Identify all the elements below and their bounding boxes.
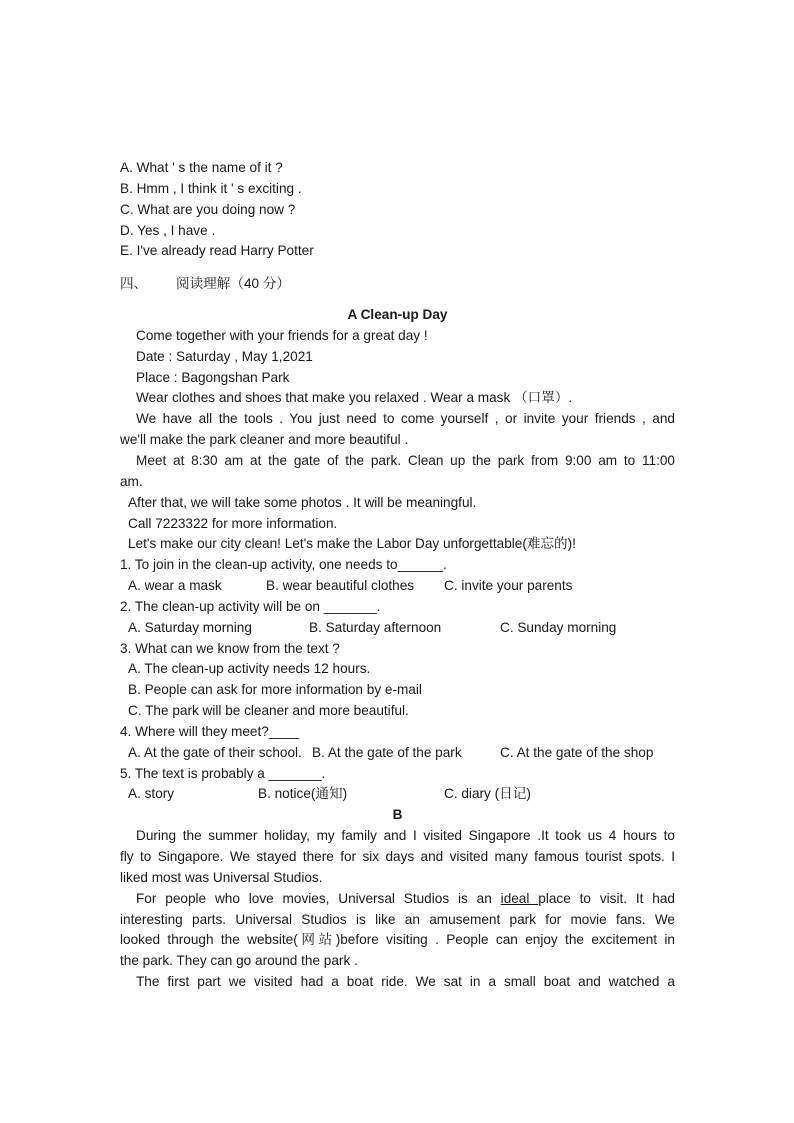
option-a: A. The clean-up activity needs 12 hours. — [128, 661, 371, 677]
section-heading — [120, 274, 675, 295]
passage-line: Come together with your friends for a great day ! — [136, 327, 428, 343]
dialogue-option: A. What ' s the name of it ? — [120, 160, 283, 175]
section-title: 阅读理解（40 分） — [176, 276, 291, 292]
passage-line: fly to Singapore. We stayed there for six days and visited many famous tourist spots. I — [120, 849, 675, 864]
passage-line: the park. They can go around the park . — [120, 953, 358, 969]
passage-a — [120, 305, 675, 555]
dialogue-option: D. Yes , I have . — [120, 222, 216, 238]
passage-line: am. — [120, 473, 143, 489]
passage-line: Let's make our city clean! Let's make the Labor Day unforgettable(难忘的)! — [128, 536, 576, 552]
option-b: B. Saturday afternoon — [309, 619, 442, 635]
passage-line: Place : Bagongshan Park — [136, 369, 290, 385]
option-a: A. story — [128, 786, 175, 802]
question-stem: 1. To join in the clean-up activity, one needs to______. — [120, 557, 447, 573]
option-a: A. At the gate of their school. — [128, 744, 302, 760]
dialogue-option: C. What are you doing now ? — [120, 201, 296, 217]
passage-text: place to visit. It had — [538, 890, 675, 906]
option-a: A. wear a mask — [128, 578, 222, 594]
option-b: B. wear beautiful clothes — [266, 578, 415, 594]
question-options — [120, 743, 675, 764]
option-b: B. notice(通知) — [258, 786, 348, 802]
passage-a-title: A Clean-up Day — [347, 307, 448, 323]
option-b: B. People can ask for more information by e-mail — [128, 682, 422, 698]
passage-line: Meet at 8:30 am at the gate of the park. Clean up the park from 9:00 am to 11:00 — [136, 452, 675, 468]
passage-line: The first part we visited had a boat ride. We sat in a small boat and watched a — [136, 974, 675, 990]
passage-line: Date : Saturday , May 1,2021 — [136, 348, 313, 364]
question-stem: 2. The clean-up activity will be on _______. — [120, 598, 381, 614]
passage-line: looked through the website(网站)before visiting . People can enjoy the excitement in — [120, 932, 675, 948]
option-c: C. invite your parents — [444, 578, 573, 594]
passage-line: During the summer holiday, my family and I visited Singapore .It took us 4 hours to — [136, 828, 675, 844]
question-options — [120, 784, 675, 805]
option-a: A. Saturday morning — [128, 619, 252, 635]
option-b: B. At the gate of the park — [312, 744, 462, 760]
passage-line: we'll make the park cleaner and more beautiful . — [120, 432, 409, 448]
dialogue-option: B. Hmm , I think it ' s exciting . — [120, 180, 302, 196]
passage-text: For people who love movies, Universal Studios is an — [136, 890, 501, 906]
dialogue-options — [120, 158, 675, 262]
question-stem: 3. What can we know from the text ? — [120, 640, 340, 656]
question-options — [120, 576, 675, 597]
passage-b-label: B — [392, 807, 403, 823]
passage-line: We have all the tools . You just need to come yourself , or invite your friends , and — [136, 411, 675, 427]
question-stem: 5. The text is probably a _______. — [120, 765, 326, 781]
passage-line: Call 7223322 for more information. — [128, 515, 338, 531]
option-c: C. The park will be cleaner and more beautiful. — [128, 703, 409, 719]
passage-line: Wear clothes and shoes that make you relaxed . Wear a mask （口罩）. — [136, 390, 573, 406]
exam-page — [120, 158, 675, 993]
question-stem: 4. Where will they meet?____ — [120, 723, 300, 739]
passage-line — [120, 889, 675, 910]
option-c: C. At the gate of the shop — [500, 744, 654, 760]
passage-b — [120, 805, 675, 993]
question-options — [120, 618, 675, 639]
option-c: C. diary (日记) — [444, 786, 531, 802]
questions — [120, 555, 675, 805]
underlined-word: ideal — [500, 890, 539, 906]
section-number: 四、 — [120, 276, 148, 292]
option-c: C. Sunday morning — [500, 619, 617, 635]
passage-line: After that, we will take some photos . It will be meaningful. — [128, 494, 477, 510]
dialogue-option: E. I've already read Harry Potter — [120, 243, 314, 259]
passage-line: liked most was Universal Studios. — [120, 869, 323, 885]
passage-line: interesting parts. Universal Studios is like an amusement park for movie fans. We — [120, 911, 675, 927]
